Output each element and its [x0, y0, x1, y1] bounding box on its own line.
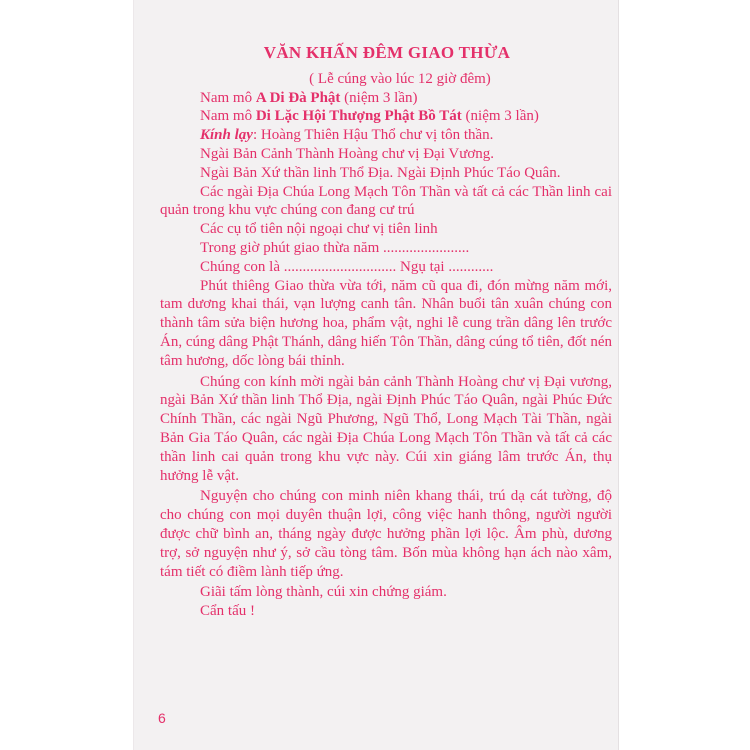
line-ban-xu: Ngài Bản Xứ thần linh Thổ Địa. Ngài Định Phúc Táo Quân. — [200, 164, 561, 181]
kinh-lay-bold: Kính lạy — [200, 127, 253, 144]
nam-mo-1-suffix: (niệm 3 lần) — [340, 89, 418, 106]
prayer-text — [160, 44, 612, 621]
line-dia-chua: Các ngài Địa Chúa Long Mạch Tôn Thần và tất cả các Thần linh cai quản trong khu vực chúng con đang cư trú — [160, 183, 612, 219]
line-chung-con-la: Chúng con là .............................. Ngụ tại ............ — [200, 258, 494, 275]
page-subtitle: ( Lễ cúng vào lúc 12 giờ đêm) — [309, 70, 491, 87]
line-nam-mo-2 — [160, 107, 612, 126]
paragraph-4: Giãi tấm lòng thành, cúi xin chứng giám. — [200, 584, 447, 601]
kinh-lay-rest: : Hoàng Thiên Hậu Thổ chư vị tôn thần. — [252, 127, 494, 144]
nam-mo-2-bold: Di Lặc Hội Thượng Phật Bồ Tát — [255, 108, 462, 125]
paragraph-1: Phút thiêng Giao thừa vừa tới, năm cũ qua đi, đón mừng năm mới, tam dương khai thái, vạn lượng canh tân. Nhân buổi tân xuân chúng con thành tâm sửa biện hương hoa, phẩm vật, nghi lễ cung trần dâng lên trước Án, cúng dâng Phật Thánh, dâng hiến Tôn Thần, dâng cúng tổ tiên, đốt nén tâm hương, dốc lòng bái thỉnh. — [160, 277, 612, 369]
line-to-tien: Các cụ tổ tiên nội ngoại chư vị tiên linh — [200, 221, 438, 238]
nam-mo-2-prefix: Nam mô — [200, 108, 256, 125]
paragraph-5: Cẩn tấu ! — [200, 603, 255, 620]
paragraph-3: Nguyện cho chúng con minh niên khang thái, trú dạ cát tường, độ cho chúng con mọi duyên thuận lợi, công việc hanh thông, người người được chữ bình an, tháng ngày được hưởng phần lợi lộc. Âm phù, dương trợ, sở nguyện như ý, sở cầu tòng tâm. Bốn mùa không hạn ách nào xâm, tám tiết có điềm lành tiếp ứng. — [160, 488, 612, 580]
nam-mo-1-prefix: Nam mô — [200, 89, 256, 106]
paragraph-2: Chúng con kính mời ngài bản cảnh Thành Hoàng chư vị Đại vương, ngài Bản Xứ thần linh Thổ Địa, ngài Định Phúc Táo Quân, ngài Phúc Đức Chính Thần, các ngài Ngũ Phương, Ngũ Thổ, Long Mạch Tài Thần, ngài Bản Gia Táo Quân, các ngài Địa Chúa Long Mạch Tôn Thần và tất cả các thần linh cai quản trong khu vực này. Cúi xin giáng lâm trước Án, thụ hưởng lễ vật. — [160, 373, 612, 484]
page-title: VĂN KHẤN ĐÊM GIAO THỪA — [263, 43, 511, 62]
nam-mo-1-bold: A Di Đà Phật — [255, 89, 341, 106]
page-number: 6 — [158, 710, 166, 726]
line-gio-phut: Trong giờ phút giao thừa năm ....................... — [200, 239, 470, 256]
line-kinh-lay — [160, 126, 612, 145]
line-nam-mo-1 — [160, 89, 612, 108]
nam-mo-2-suffix: (niệm 3 lần) — [461, 108, 539, 125]
line-ban-canh: Ngài Bản Cảnh Thành Hoàng chư vị Đại Vương. — [200, 145, 495, 162]
